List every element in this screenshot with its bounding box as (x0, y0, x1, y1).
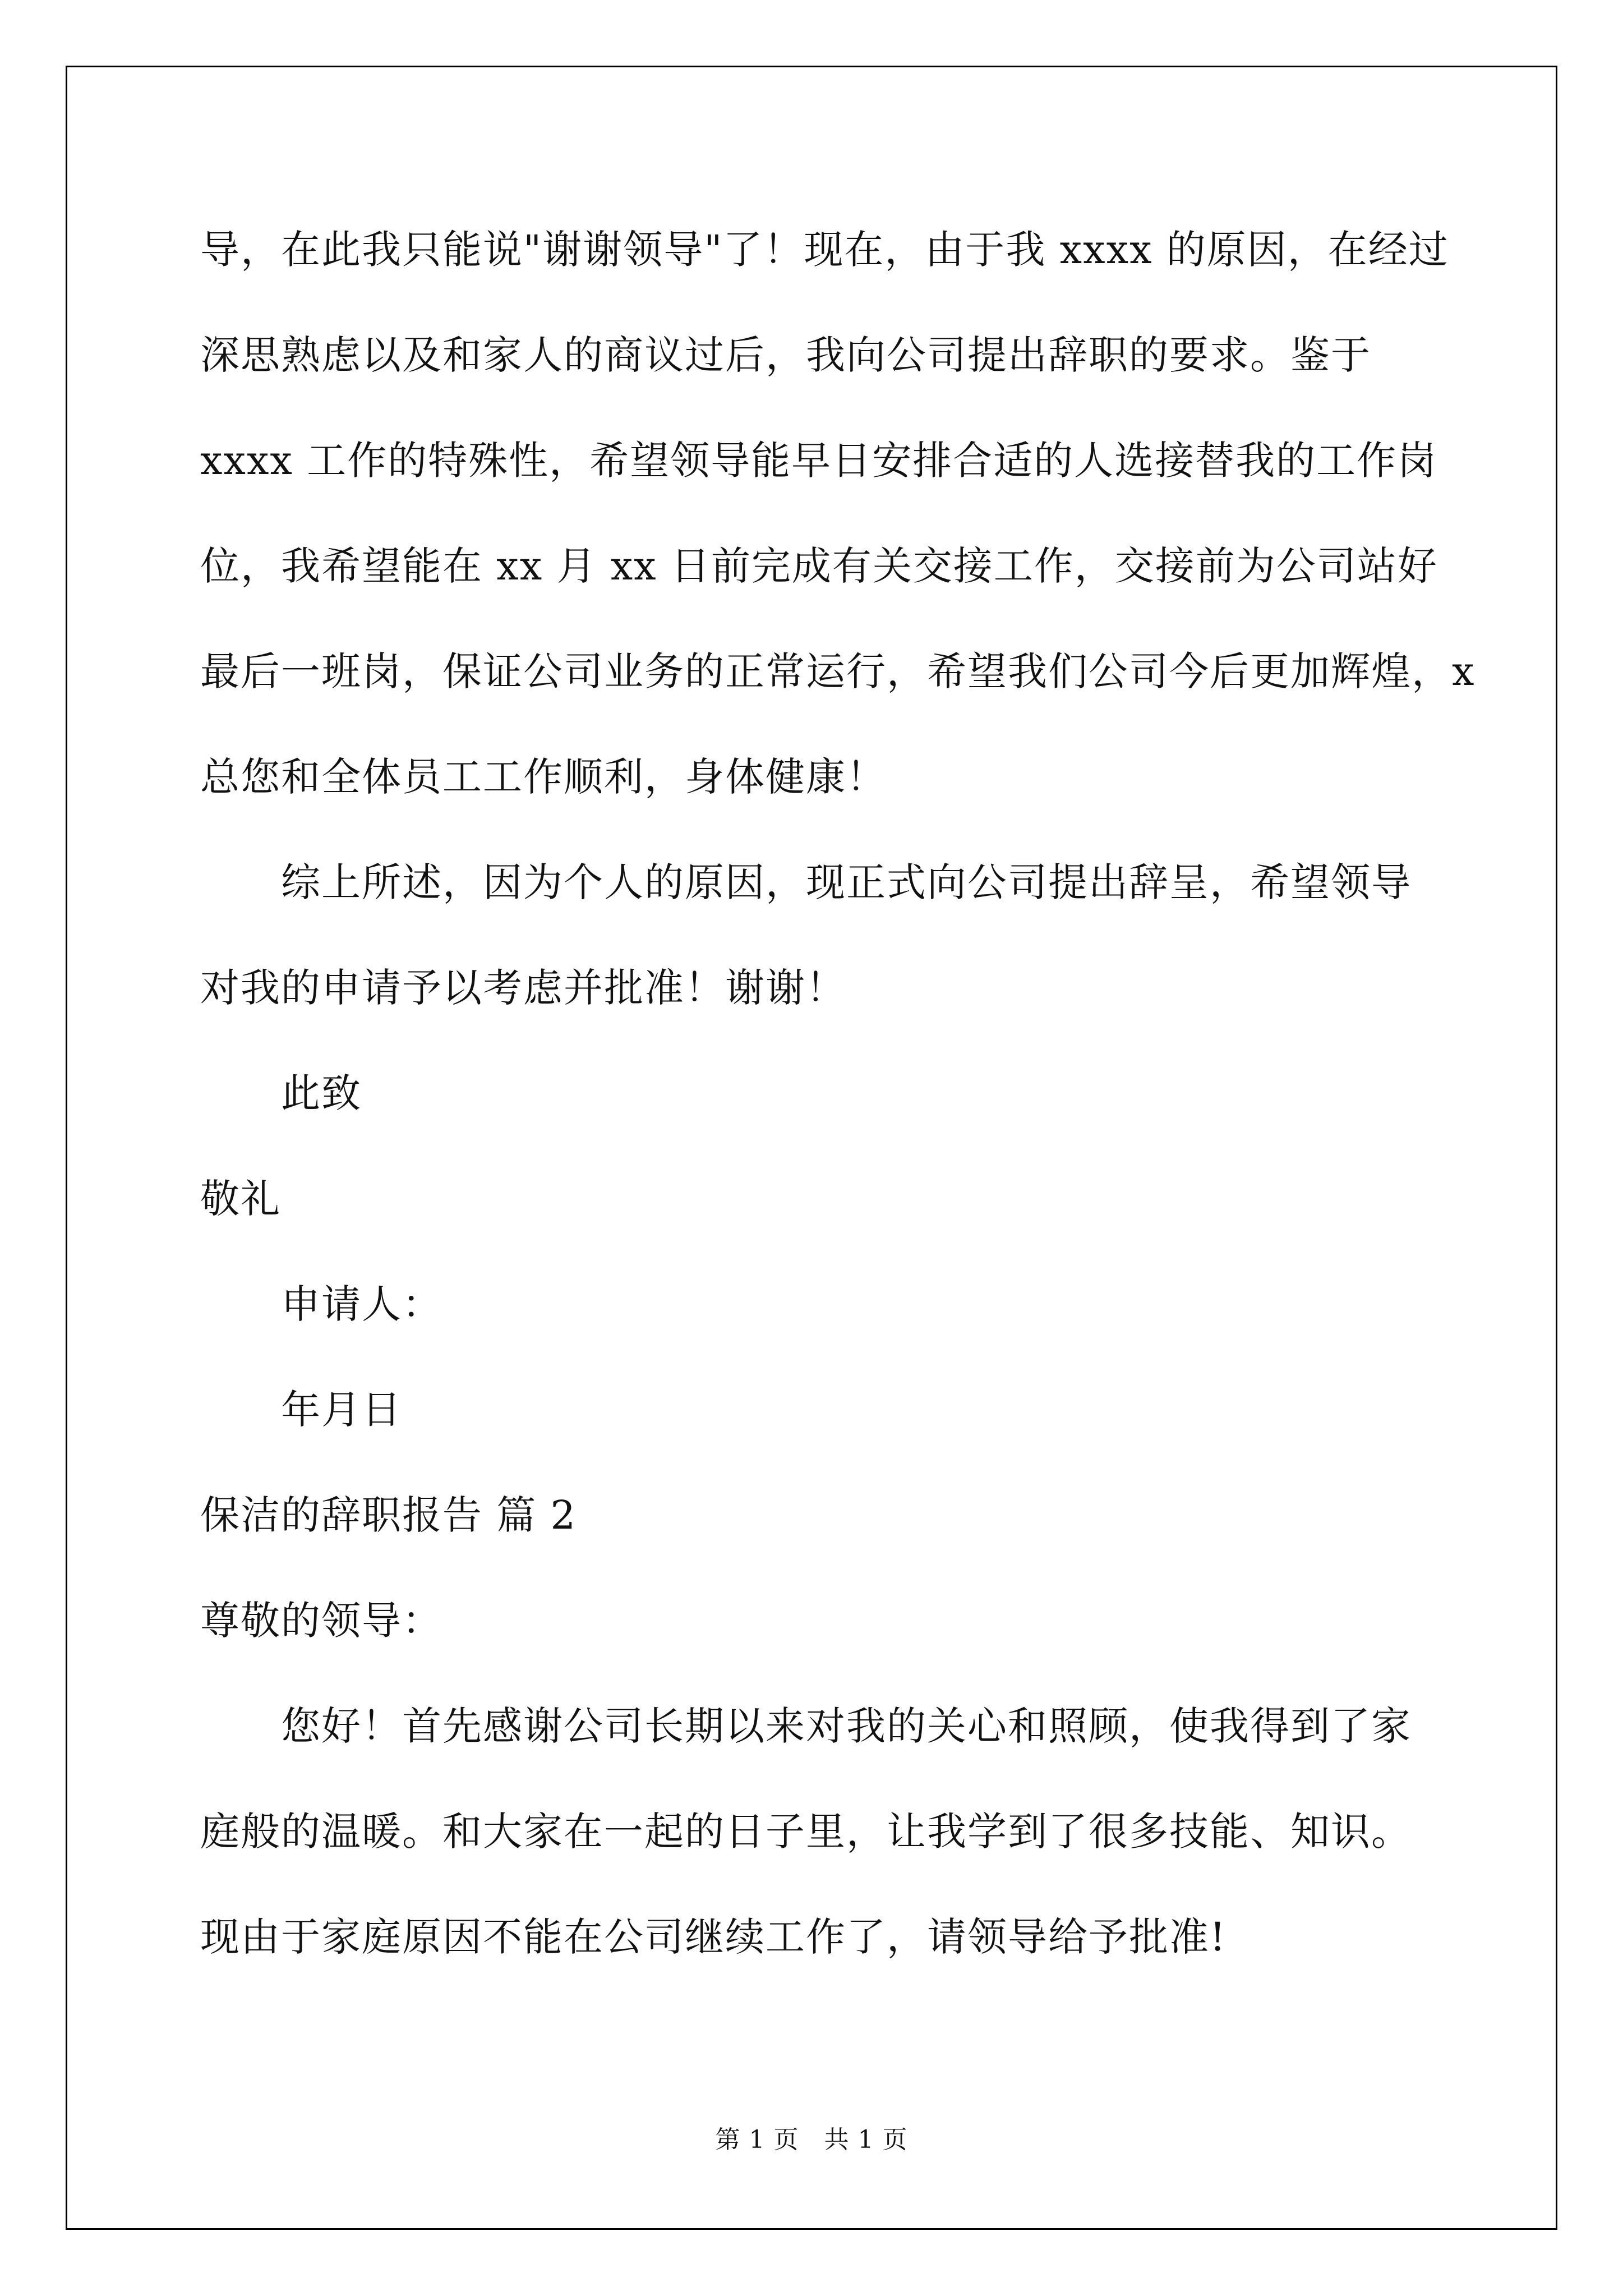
date-label: 年月日 (281, 1387, 402, 1433)
text-line-5: 最后一班岗，保证公司业务的正常运行，希望我们公司今后更加辉煌，x (200, 648, 1476, 694)
paragraph-summary: 综上所述，因为个人的原因，现正式向公司提出辞呈，希望领导 (281, 859, 1412, 905)
text-line-17: 现由于家庭原因不能在公司继续工作了，请领导给予批准! (200, 1914, 1227, 1960)
paragraph-opening: 您好！首先感谢公司长期以来对我的关心和照顾，使我得到了家 (281, 1703, 1412, 1749)
page-number-footer: 第 1 页 共 1 页 (715, 2125, 908, 2154)
text-line-1: 导，在此我只能说"谢谢领导"了！现在，由于我 xxxx 的原因，在经过 (200, 227, 1449, 273)
greeting: 尊敬的领导： (200, 1598, 442, 1644)
closing-regards: 敬礼 (200, 1176, 281, 1222)
text-line-6: 总您和全体员工工作顺利，身体健康！ (200, 754, 887, 800)
text-line-4: 位，我希望能在 xx 月 xx 日前完成有关交接工作，交接前为公司站好 (200, 543, 1438, 589)
section-heading: 保洁的辞职报告 篇 2 (200, 1492, 577, 1538)
applicant-label: 申请人： (281, 1281, 442, 1327)
text-line-3: xxxx 工作的特殊性，希望领导能早日安排合适的人选接替我的工作岗 (200, 438, 1438, 484)
text-line-8: 对我的申请予以考虑并批准！谢谢！ (200, 965, 846, 1011)
text-line-2: 深思熟虑以及和家人的商议过后，我向公司提出辞职的要求。鉴于 (200, 332, 1371, 378)
text-line-16: 庭般的温暖。和大家在一起的日子里，让我学到了很多技能、知识。 (200, 1809, 1412, 1855)
closing-salutation: 此致 (281, 1070, 362, 1116)
document-body (200, 216, 1490, 2009)
